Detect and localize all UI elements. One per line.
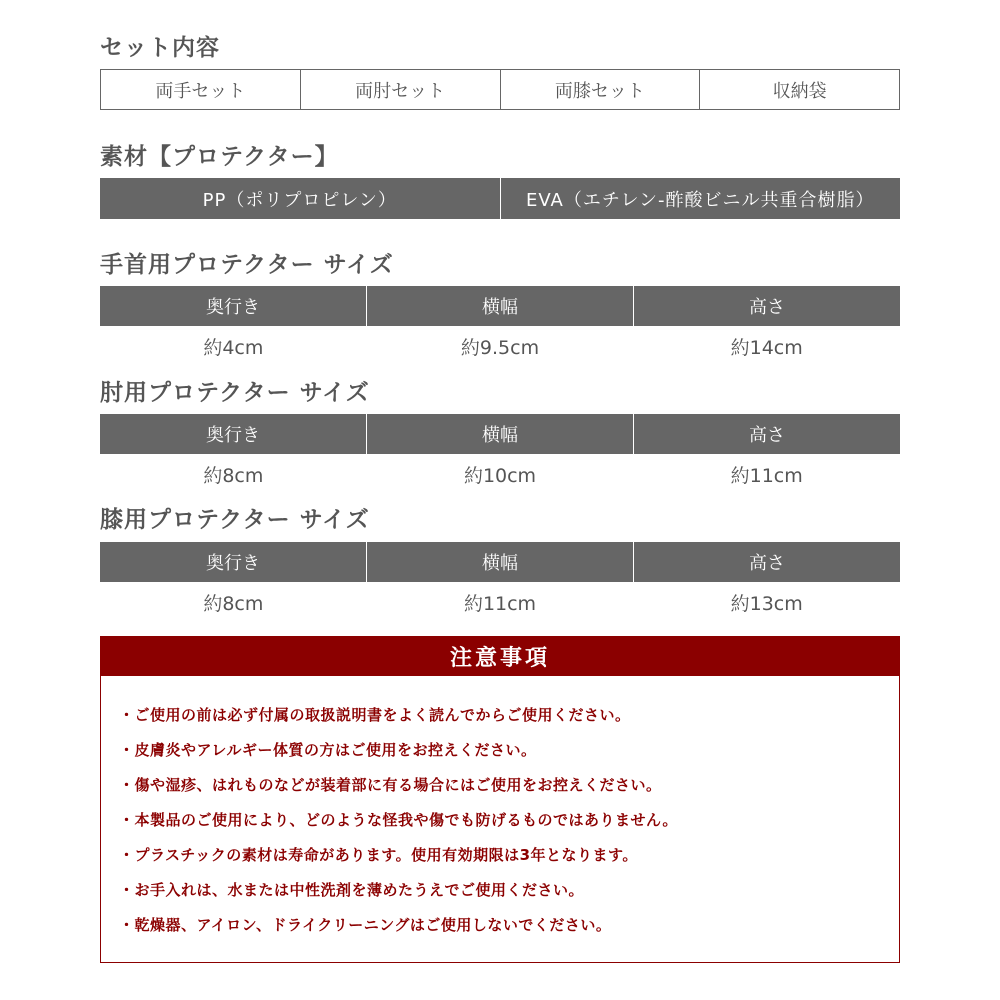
height-value: 約13cm — [730, 592, 803, 615]
notice-item: ・乾燥器、アイロン、ドライクリーニングはご使用しないでください。 — [119, 916, 612, 934]
column-header-depth: 奥行き — [206, 553, 260, 574]
width-value: 約11cm — [463, 592, 537, 615]
set-contents-heading: セット内容 — [100, 35, 220, 61]
elbow-size-heading: 肘用プロテクター サイズ — [100, 380, 370, 406]
notice-item: ・本製品のご使用により、どのような怪我や傷でも防げるものではありません。 — [119, 811, 678, 829]
notice-item: ・傷や湿疹、はれものなどが装着部に有る場合にはご使用をお控えください。 — [119, 776, 662, 794]
elbow-size-header-row — [100, 414, 900, 454]
set-item: 両肘セット — [301, 70, 501, 109]
column-header-width: 横幅 — [366, 286, 633, 326]
depth-value: 約8cm — [203, 464, 264, 487]
width-value: 約10cm — [463, 464, 537, 487]
width-value: 約9.5cm — [460, 336, 540, 359]
column-header-height: 高さ — [633, 286, 900, 326]
column-header-depth: 奥行き — [206, 425, 260, 446]
notice-item: ・プラスチックの素材は寿命があります。使用有効期限は3年となります。 — [119, 846, 638, 864]
height-value: 約14cm — [730, 336, 803, 359]
depth-value: 約8cm — [203, 592, 264, 615]
wrist-size-header-row — [100, 286, 900, 326]
height-value: 約11cm — [730, 464, 803, 487]
wrist-size-value-row — [100, 326, 900, 366]
set-item: 両膝セット — [501, 70, 701, 109]
notice-list — [101, 676, 899, 943]
elbow-size-value-row — [100, 454, 900, 494]
set-contents-table — [100, 69, 900, 110]
notice-title: 注意事項 — [101, 637, 899, 676]
depth-value: 約4cm — [203, 336, 264, 359]
material-item: PP（ポリプロピレン） — [202, 189, 397, 211]
column-header-width: 横幅 — [366, 542, 633, 582]
notice-box — [100, 636, 900, 963]
notice-item: ・皮膚炎やアレルギー体質の方はご使用をお控えください。 — [119, 741, 537, 759]
material-table — [100, 178, 900, 219]
knee-size-heading: 膝用プロテクター サイズ — [100, 507, 370, 533]
notice-item: ・お手入れは、水または中性洗剤を薄めたうえでご使用ください。 — [119, 881, 585, 899]
column-header-height: 高さ — [633, 542, 900, 582]
material-item: EVA（エチレン-酢酸ビニル共重合樹脂） — [500, 178, 901, 219]
material-heading: 素材【プロテクター】 — [100, 144, 339, 170]
notice-item: ・ご使用の前は必ず付属の取扱説明書をよく読んでからご使用ください。 — [119, 706, 631, 724]
knee-size-header-row — [100, 542, 900, 582]
column-header-depth: 奥行き — [206, 297, 260, 318]
knee-size-value-row — [100, 582, 900, 622]
wrist-size-heading: 手首用プロテクター サイズ — [100, 252, 394, 278]
set-item: 収納袋 — [772, 80, 827, 102]
column-header-width: 横幅 — [366, 414, 633, 454]
column-header-height: 高さ — [633, 414, 900, 454]
set-item: 両手セット — [101, 70, 301, 109]
